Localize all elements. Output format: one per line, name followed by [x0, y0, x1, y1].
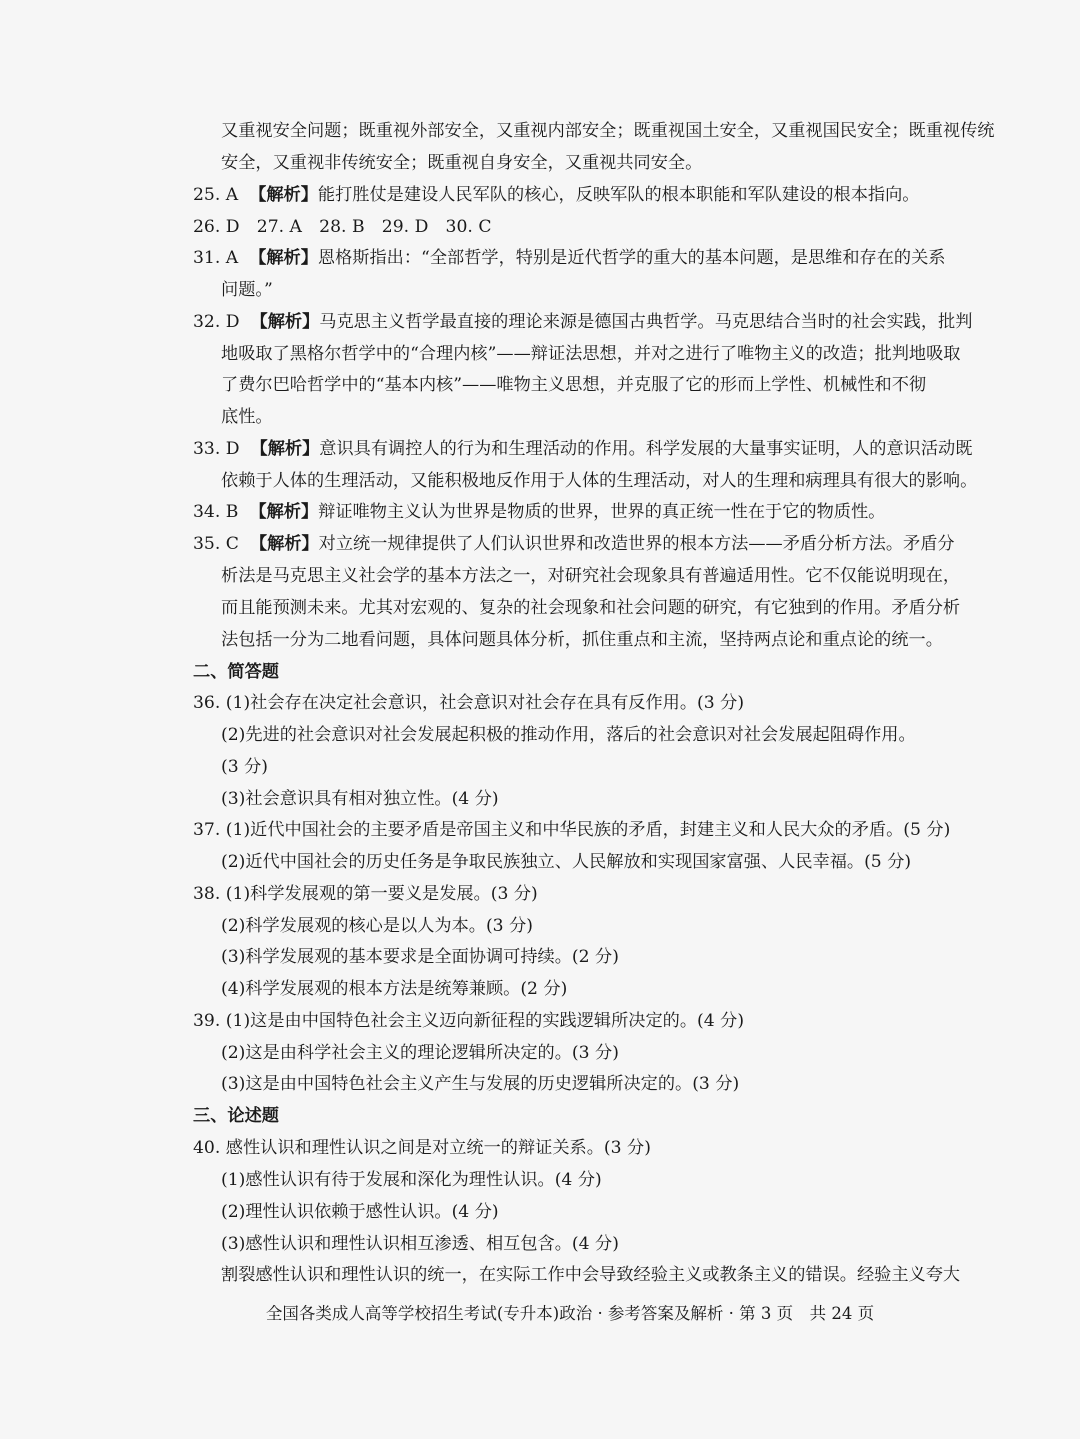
text-line — [0, 945, 1080, 969]
heading-text: 二、简答题 — [193, 662, 279, 682]
line-text: 38. (1)科学发展观的第一要义是发展。(3 分) — [193, 884, 538, 904]
line-text: 问题。” — [221, 280, 273, 300]
line-text: 对立统一规律提供了人们认识世界和改造世界的根本方法——矛盾分析方法。矛盾分 — [318, 534, 955, 554]
line-text: 地吸取了黑格尔哲学中的“合理内核”——辩证法思想，并对之进行了唯物主义的改造；批判地吸取 — [221, 344, 961, 364]
line-text: (2)科学发展观的核心是以人为本。(3 分) — [221, 916, 533, 936]
section-heading-essay — [0, 1104, 1080, 1128]
line-text: (3)感性认识和理性认识相互渗透、相互包含。(4 分) — [221, 1234, 619, 1254]
answer-number: 34. B — [193, 502, 239, 522]
line-text: (2)先进的社会意识对社会发展起积极的推动作用，落后的社会意识对社会发展起阻碍作用。 — [221, 725, 916, 745]
answer-number: 31. A — [193, 248, 239, 268]
page-footer: 全国各类成人高等学校招生考试(专升本)政治 · 参考答案及解析 · 第 3 页 共 24 页 — [265, 1304, 875, 1323]
text-line — [0, 596, 1080, 620]
line-text: (3)社会意识具有相对独立性。(4 分) — [221, 789, 499, 809]
answer-35 — [0, 532, 1080, 556]
analysis-tag: 【解析】 — [249, 502, 319, 522]
answers-26-30 — [0, 215, 1080, 239]
line-text: 法包括一分为二地看问题，具体问题具体分析，抓住重点和主流，坚持两点论和重点论的统一。 — [221, 630, 943, 650]
answer-number: 35. C — [193, 534, 239, 554]
answer-34 — [0, 500, 1080, 524]
text-line — [0, 342, 1080, 366]
text-line — [0, 977, 1080, 1001]
line-text: 底性。 — [221, 407, 273, 427]
line-text: (2)这是由科学社会主义的理论逻辑所决定的。(3 分) — [221, 1043, 619, 1063]
analysis-tag: 【解析】 — [249, 534, 319, 554]
answer-39 — [0, 1009, 1080, 1033]
answer-31 — [0, 246, 1080, 270]
line-text: 马克思主义哲学最直接的理论来源是德国古典哲学。马克思结合当时的社会实践，批判 — [319, 312, 973, 332]
text-line — [0, 1168, 1080, 1192]
text-line — [0, 787, 1080, 811]
answer-33 — [0, 437, 1080, 461]
text-line — [0, 628, 1080, 652]
text-line — [0, 469, 1080, 493]
analysis-tag: 【解析】 — [249, 248, 318, 268]
section-heading-short-answer — [0, 660, 1080, 684]
line-text: 析法是马克思主义社会学的基本方法之一，对研究社会现象具有普遍适用性。它不仅能说明现在， — [221, 566, 961, 586]
line-text: 又重视安全问题；既重视外部安全，又重视内部安全；既重视国土安全，又重视国民安全；既重视传统 — [221, 121, 995, 141]
heading-text: 三、论述题 — [193, 1106, 279, 1126]
answer-25 — [0, 183, 1080, 207]
line-text: (3)科学发展观的基本要求是全面协调可持续。(2 分) — [221, 947, 619, 967]
line-text: (3)这是由中国特色社会主义产生与发展的历史逻辑所决定的。(3 分) — [221, 1074, 740, 1094]
line-text: 39. (1)这是由中国特色社会主义迈向新征程的实践逻辑所决定的。(4 分) — [193, 1011, 745, 1031]
text-line — [0, 564, 1080, 588]
line-text: 割裂感性认识和理性认识的统一，在实际工作中会导致经验主义或教条主义的错误。经验主义夸大 — [221, 1265, 961, 1285]
line-text: 40. 感性认识和理性认识之间是对立统一的辩证关系。(3 分) — [193, 1138, 651, 1158]
line-text: 26. D 27. A 28. B 29. D 30. C — [193, 217, 492, 237]
text-line — [0, 755, 1080, 779]
text-line — [0, 373, 1080, 397]
analysis-tag: 【解析】 — [250, 439, 320, 459]
text-line — [0, 278, 1080, 302]
line-text: (1)感性认识有待于发展和深化为理性认识。(4 分) — [221, 1170, 602, 1190]
text-line — [0, 119, 1080, 143]
line-text: 37. (1)近代中国社会的主要矛盾是帝国主义和中华民族的矛盾，封建主义和人民大众的矛盾。(5 分) — [193, 820, 951, 840]
answer-32 — [0, 310, 1080, 334]
analysis-tag: 【解析】 — [249, 185, 318, 205]
line-text: 安全，又重视非传统安全；既重视自身安全，又重视共同安全。 — [221, 153, 703, 173]
line-text: 意识具有调控人的行为和生理活动的作用。科学发展的大量事实证明，人的意识活动既 — [319, 439, 973, 459]
answer-40 — [0, 1136, 1080, 1160]
text-line — [0, 723, 1080, 747]
line-text: 恩格斯指出：“全部哲学，特别是近代哲学的重大的基本问题，是思维和存在的关系 — [317, 248, 946, 268]
line-text: 而且能预测未来。尤其对宏观的、复杂的社会现象和社会问题的研究，有它独到的作用。矛盾分析 — [221, 598, 961, 618]
line-text: (2)理性认识依赖于感性认识。(4 分) — [221, 1202, 499, 1222]
answer-36 — [0, 691, 1080, 715]
answer-number: 32. D — [193, 312, 240, 332]
line-text: 依赖于人体的生理活动，又能积极地反作用于人体的生理活动，对人的生理和病理具有很大的影响。 — [221, 471, 978, 491]
answer-37 — [0, 818, 1080, 842]
answer-number: 25. A — [193, 185, 239, 205]
text-line — [0, 151, 1080, 175]
line-text: (2)近代中国社会的历史任务是争取民族独立、人民解放和实现国家富强、人民幸福。(5 分) — [221, 852, 912, 872]
line-text: 了费尔巴哈哲学中的“基本内核”——唯物主义思想，并克服了它的形而上学性、机械性和不彻 — [221, 375, 927, 395]
answer-number: 33. D — [193, 439, 240, 459]
line-text: 辩证唯物主义认为世界是物质的世界，世界的真正统一性在于它的物质性。 — [318, 502, 886, 522]
text-line — [0, 914, 1080, 938]
text-line — [0, 1041, 1080, 1065]
text-line — [0, 1263, 1080, 1287]
text-line — [0, 1200, 1080, 1224]
line-text: (3 分) — [221, 757, 268, 777]
text-line — [0, 405, 1080, 429]
line-text: 36. (1)社会存在决定社会意识，社会意识对社会存在具有反作用。(3 分) — [193, 693, 745, 713]
text-line — [0, 1072, 1080, 1096]
answer-38 — [0, 882, 1080, 906]
text-line — [0, 1232, 1080, 1256]
line-text: 能打胜仗是建设人民军队的核心，反映军队的根本职能和军队建设的根本指向。 — [317, 185, 920, 205]
line-text: (4)科学发展观的根本方法是统筹兼顾。(2 分) — [221, 979, 568, 999]
analysis-tag: 【解析】 — [250, 312, 320, 332]
text-line — [0, 850, 1080, 874]
